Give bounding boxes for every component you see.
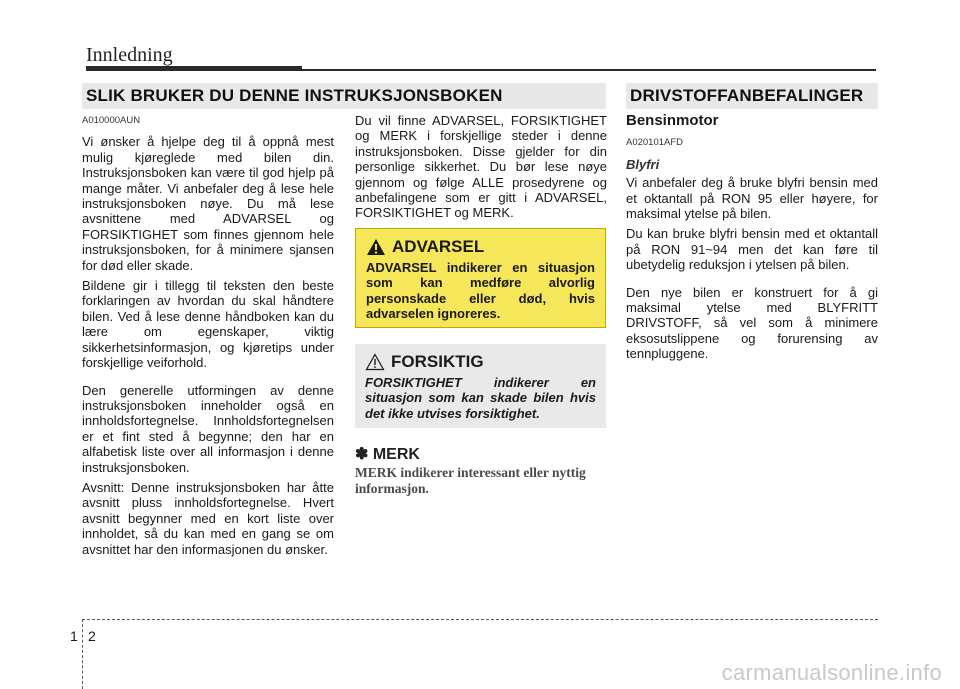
paragraph: Den nye bilen er konstruert for å gi maksimal ytelse med BLYFRITT DRIVSTOFF, så vel som å minimere eksosutslippene og forurensing av tennpluggene.	[626, 284, 878, 362]
paragraph: Den generelle utformingen av denne instruksjonsboken inneholder også en innholdsfortegnelse. Innholdsfortegnelsen er et fint sted å begynne; den har en alfabetisk liste over all informasjon i denne instruksjonsboken.	[82, 382, 334, 475]
section-heading-bar-right	[626, 83, 878, 109]
note-text: MERK indikerer interessant eller nyttig informasjon.	[355, 465, 586, 496]
section-heading-bar	[82, 83, 606, 109]
footer-rule	[82, 619, 878, 620]
reference-code: A010000AUN	[82, 115, 141, 126]
caution-box	[355, 344, 606, 428]
paragraph: Du vil finne ADVARSEL, FORSIKTIGHET og MERK i forskjellige steder i denne instruksjonsboken. Disse gjelder for din personlige sikkerhet. Du bør lese nøye gjennom og følge ALLE prosedyrene og anbefalingene som er gitt i ADVARSEL, FORSIKTIGHET og MERK.	[355, 113, 607, 221]
italic-label: Blyfri	[626, 156, 660, 172]
caution-title: FORSIKTIG	[391, 352, 484, 371]
warning-text: ADVARSEL indikerer en situasjon som kan medføre alvorlig personskade eller død, hvis advarselen ignoreres.	[366, 260, 595, 322]
warning-box	[355, 228, 606, 328]
subheading: Bensinmotor	[626, 112, 719, 129]
paragraph: Avsnitt: Denne instruksjonsboken har åtte avsnitt pluss innholdsfortegnelse. Hvert avsnitt begynner med en kort liste over innholdet, så du kan med en gang se om avsnittet har den informasjonen du ønsker.	[82, 479, 334, 557]
footer-vertical-rule	[82, 619, 83, 689]
warning-triangle-icon	[366, 238, 386, 256]
column-2	[355, 113, 607, 226]
paragraph: Vi anbefaler deg å bruke blyfri bensin med et oktantall på RON 95 eller høyere, for maksimal ytelse på bilen.	[626, 175, 878, 222]
column-3	[626, 113, 878, 367]
paragraph: Du kan bruke blyfri bensin med et oktantall på RON 91~94 men det kan føre til ubetydelig reduksjon i ytelsen på bilen.	[626, 226, 878, 273]
column-1	[82, 113, 334, 562]
section-heading-right: DRIVSTOFFANBEFALINGER	[630, 86, 864, 105]
caution-text: FORSIKTIGHET indikerer en situasjon som kan skade bilen hvis det ikke utvises forsiktighet.	[365, 375, 596, 421]
watermark: carmanualsonline.info	[721, 660, 942, 685]
note-title: ✽ MERK	[355, 446, 420, 463]
warning-title-row	[366, 237, 595, 257]
caution-title-row	[365, 352, 596, 372]
reference-code: A020101AFD	[626, 137, 684, 149]
caution-triangle-icon	[365, 353, 385, 371]
header-rule-thick	[86, 66, 302, 71]
header-rule-thin	[302, 69, 876, 71]
paragraph: Vi ønsker å hjelpe deg til å oppnå mest mulig kjøreglede med bilen din. Instruksjonsboken kan være til god hjelp på mange måter. Vi anbefaler deg å lese hele instruksjonsboken nøye. Du må lese avsnittene med ADVARSEL og FORSIKTIGHET som finnes gjennom hele instruksjonsboken, for å minimere sjansen for død eller skade.	[82, 134, 334, 273]
page-number: 2	[88, 628, 96, 644]
paragraph: Bildene gir i tillegg til teksten den beste forklaringen av hvordan du skal håndtere bilen. Ved å lese denne håndboken kan du lære om egenskaper, viktig sikkerhetsinformasjon, og kjøretips under forskjellige veiforhold.	[82, 278, 334, 371]
chapter-number: 1	[70, 628, 78, 644]
section-heading: SLIK BRUKER DU DENNE INSTRUKSJONSBOKEN	[86, 86, 503, 105]
warning-title: ADVARSEL	[392, 237, 485, 256]
chapter-title: Innledning	[86, 44, 173, 66]
